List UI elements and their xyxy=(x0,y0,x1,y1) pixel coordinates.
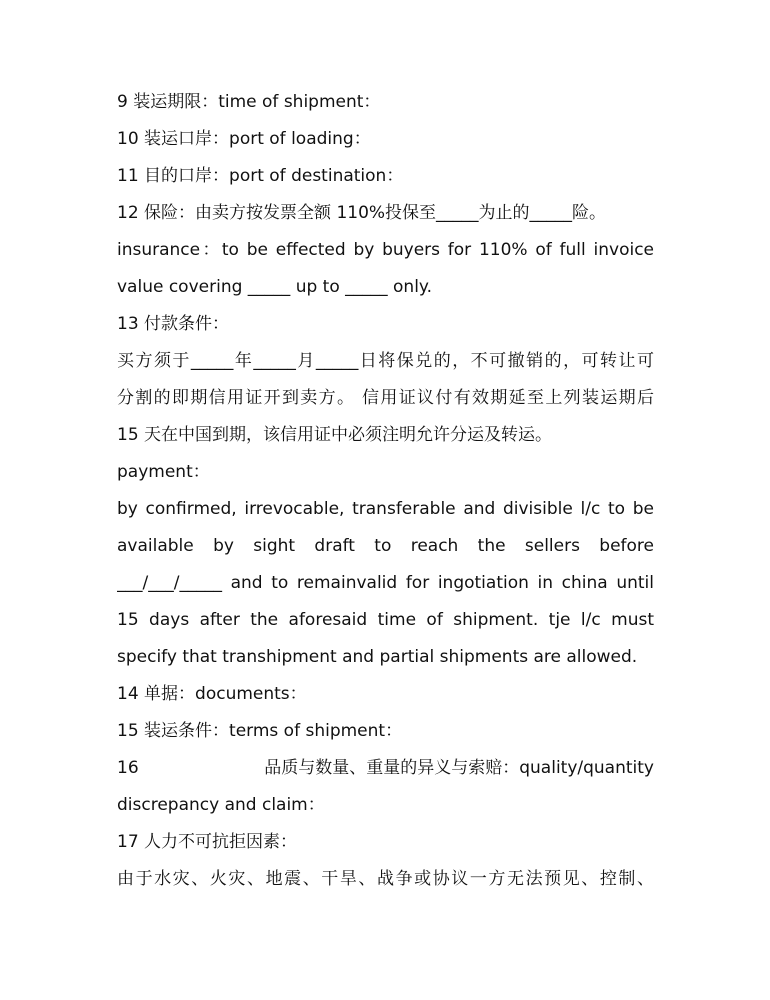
clause-13-payment-en-line-2: available by sight draft to reach the sellers before xyxy=(117,536,654,556)
clause-12-insurance-en-line-2: value covering _____ up to _____ only. xyxy=(117,277,432,297)
clause-16-claims-line-2: discrepancy and claim： xyxy=(117,795,325,815)
contract-clauses xyxy=(117,84,654,898)
clause-13-payment-cn-line-1: 买方须于_____年_____月_____日将保兑的，不可撤销的，可转让可 xyxy=(117,351,654,371)
clause-17-force-majeure-cn-line-1: 由于水灾、火灾、地震、干旱、战争或协议一方无法预见、控制、 xyxy=(117,869,654,889)
clause-16-title: 品质与数量、重量的异义与索赔：quality/quantity xyxy=(264,758,654,778)
clause-14-documents: 14 单据：documents： xyxy=(117,684,307,704)
clause-13-payment-heading: 13 付款条件： xyxy=(117,314,230,334)
clause-15-terms-of-shipment: 15 装运条件：terms of shipment： xyxy=(117,721,403,741)
clause-13-payment-en-line-5: specify that transhipment and partial shipments are allowed. xyxy=(117,647,638,667)
clause-13-payment-en-line-1: by confirmed, irrevocable, transferable and divisible l/c to be xyxy=(117,499,654,519)
clause-13-payment-cn-line-2: 分割的即期信用证开到卖方。 信用证议付有效期延至上列装运期后 xyxy=(117,388,654,408)
clause-12-insurance-cn: 12 保险：由卖方按发票全额 110%投保至_____为止的_____险。 xyxy=(117,203,607,223)
clause-10-port-of-loading: 10 装运口岸：port of loading： xyxy=(117,129,371,149)
clause-11-port-of-destination: 11 目的口岸：port of destination： xyxy=(117,166,404,186)
clause-16-claims-line-1 xyxy=(117,750,654,787)
clause-13-payment-en-line-4: 15 days after the aforesaid time of shipment. tje l/c must xyxy=(117,610,654,630)
clause-9-time-of-shipment: 9 装运期限：time of shipment： xyxy=(117,92,381,112)
clause-13-payment-en-label: payment： xyxy=(117,462,210,482)
clause-16-number: 16 xyxy=(117,758,139,778)
clause-13-payment-en-line-3: ___/___/_____ and to remainvalid for ingotiation in china until xyxy=(117,573,654,593)
clause-13-payment-cn-line-3: 15 天在中国到期，该信用证中必须注明允许分运及转运。 xyxy=(117,425,553,445)
clause-12-insurance-en-line-1: insurance：to be effected by buyers for 110% of full invoice xyxy=(117,240,654,260)
clause-17-force-majeure-heading: 17 人力不可抗拒因素： xyxy=(117,832,298,852)
